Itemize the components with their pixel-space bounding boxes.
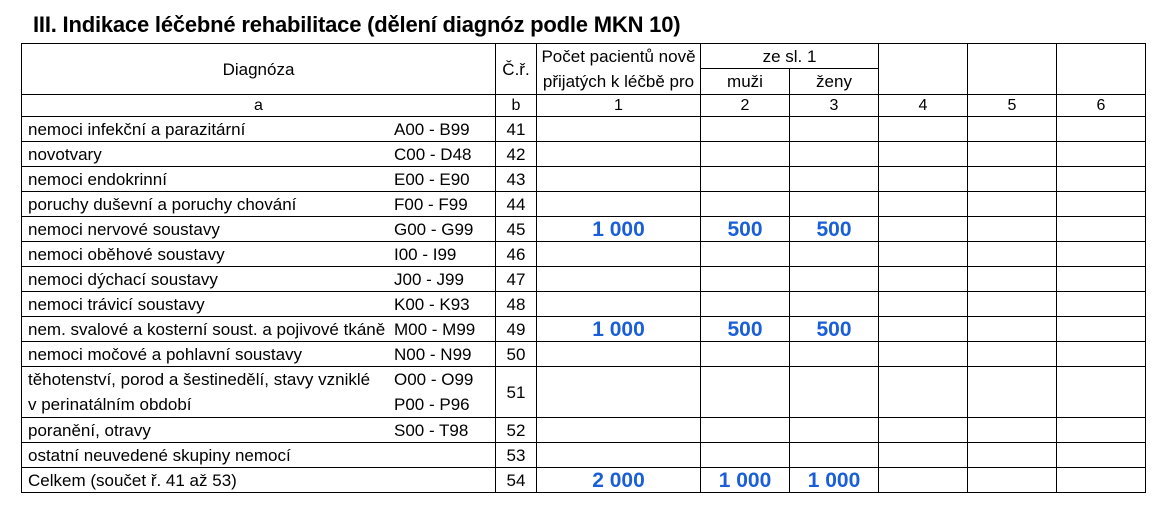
row-diagnosis-code: J00 - J99 xyxy=(394,269,464,289)
row-cell-4[interactable] xyxy=(879,418,968,443)
row-cell-5[interactable] xyxy=(968,342,1057,367)
header-pocet-line1: Počet pacientů nově xyxy=(541,47,696,66)
subheader-2: 2 xyxy=(701,95,790,117)
table-row xyxy=(22,267,1146,292)
row-number: 52 xyxy=(496,418,537,443)
row-diagnosis-name: Celkem (součet ř. 41 až 53) xyxy=(28,470,237,490)
row51-cell-5[interactable] xyxy=(968,367,1057,418)
row-cell-5[interactable] xyxy=(968,142,1057,167)
row-value-col1[interactable] xyxy=(537,167,701,192)
subheader-a: a xyxy=(22,95,496,117)
row-diagnosis-name: poruchy duševní a poruchy chování xyxy=(28,194,297,214)
row-cell-6[interactable] xyxy=(1057,142,1146,167)
row-value-zeny[interactable] xyxy=(790,292,879,317)
row-cell-5[interactable] xyxy=(968,217,1057,242)
subheader-1: 1 xyxy=(537,95,701,117)
row-diagnosis xyxy=(22,217,496,242)
row51-cell-1[interactable] xyxy=(537,367,701,418)
row51-code1: O00 - O99 xyxy=(394,370,474,389)
subheader-4: 4 xyxy=(879,95,968,117)
row-diagnosis xyxy=(22,242,496,267)
row-value-zeny[interactable] xyxy=(790,443,879,468)
row51-name1: těhotenství, porod a šestinedělí, stavy vzniklé xyxy=(28,370,371,389)
row-value-col1[interactable] xyxy=(537,192,701,217)
row51-nr: 51 xyxy=(496,367,537,418)
row-cell-5[interactable] xyxy=(968,468,1057,493)
row-value-muzi[interactable] xyxy=(701,142,790,167)
row-value-zeny[interactable] xyxy=(790,117,879,142)
row51-cell-3[interactable] xyxy=(790,367,879,418)
table-row xyxy=(22,468,1146,493)
subheader-5: 5 xyxy=(968,95,1057,117)
row-number: 49 xyxy=(496,317,537,342)
row-diagnosis xyxy=(22,317,496,342)
row-diagnosis-name: poranění, otravy xyxy=(28,420,151,440)
row-number: 41 xyxy=(496,117,537,142)
row-diagnosis xyxy=(22,267,496,292)
row-diagnosis-code: M00 - M99 xyxy=(394,319,476,339)
row-cell-4[interactable] xyxy=(879,443,968,468)
table-title: III. Indikace léčebné rehabilitace (dělení diagnóz podle MKN 10) xyxy=(33,12,681,37)
row-diagnosis xyxy=(22,292,496,317)
row-cell-5[interactable] xyxy=(968,267,1057,292)
row-diagnosis-name: nemoci močové a pohlavní soustavy xyxy=(28,344,303,364)
table-row xyxy=(22,342,1146,367)
row-cell-5[interactable] xyxy=(968,242,1057,267)
subheader-3: 3 xyxy=(790,95,879,117)
row-diagnosis xyxy=(22,142,496,167)
row-cell-4[interactable] xyxy=(879,468,968,493)
row-diagnosis-name: novotvary xyxy=(28,144,102,164)
row-number: 44 xyxy=(496,192,537,217)
row-cell-6[interactable] xyxy=(1057,292,1146,317)
row-number: 45 xyxy=(496,217,537,242)
table-row xyxy=(22,217,1146,242)
row-diagnosis-code: G00 - G99 xyxy=(394,219,474,239)
row-value-zeny[interactable] xyxy=(790,418,879,443)
row-number: 54 xyxy=(496,468,537,493)
row51-name2: v perinatálním období xyxy=(28,395,192,414)
row-value-muzi[interactable] xyxy=(701,192,790,217)
row-value-zeny[interactable] xyxy=(790,242,879,267)
table-row xyxy=(22,242,1146,267)
row-cell-6[interactable] xyxy=(1057,317,1146,342)
row-cell-4[interactable] xyxy=(879,167,968,192)
row-cell-6[interactable] xyxy=(1057,117,1146,142)
header-diagnoza: Diagnóza xyxy=(22,44,496,95)
row-value-col1[interactable]: 1 000 xyxy=(537,217,701,242)
row-value-zeny[interactable] xyxy=(790,342,879,367)
row-diagnosis-code: N00 - N99 xyxy=(394,344,472,364)
row-cell-6[interactable] xyxy=(1057,468,1146,493)
table-row xyxy=(22,117,1146,142)
row-diagnosis-code: K00 - K93 xyxy=(394,294,470,314)
row-value-muzi[interactable]: 500 xyxy=(701,217,790,242)
row-cell-6[interactable] xyxy=(1057,167,1146,192)
row-cell-5[interactable] xyxy=(968,418,1057,443)
header-muzi: muži xyxy=(701,69,790,95)
row-diagnosis xyxy=(22,418,496,443)
row-diagnosis-name: nemoci endokrinní xyxy=(28,169,167,189)
header-zeny: ženy xyxy=(790,69,879,95)
row-value-muzi[interactable] xyxy=(701,267,790,292)
row-value-col1[interactable] xyxy=(537,117,701,142)
table-row xyxy=(22,192,1146,217)
row-diagnosis-name: nemoci dýchací soustavy xyxy=(28,269,218,289)
row-cell-6[interactable] xyxy=(1057,267,1146,292)
row-cell-4[interactable] xyxy=(879,117,968,142)
row-cell-5[interactable] xyxy=(968,117,1057,142)
row-value-muzi[interactable]: 500 xyxy=(701,317,790,342)
row-diagnosis xyxy=(22,192,496,217)
row-number: 42 xyxy=(496,142,537,167)
row-cell-6[interactable] xyxy=(1057,342,1146,367)
row-value-col1[interactable] xyxy=(537,418,701,443)
row51-cell-2[interactable] xyxy=(701,367,790,418)
row-cell-4[interactable] xyxy=(879,342,968,367)
row-cell-6[interactable] xyxy=(1057,242,1146,267)
row-diagnosis xyxy=(22,167,496,192)
row-cell-6[interactable] xyxy=(1057,443,1146,468)
header-ze-sl: ze sl. 1 xyxy=(701,44,879,69)
row-value-zeny[interactable]: 500 xyxy=(790,217,879,242)
rehabilitation-table xyxy=(21,43,1146,493)
row-cell-5[interactable] xyxy=(968,317,1057,342)
row-cell-4[interactable] xyxy=(879,142,968,167)
row-value-col1[interactable] xyxy=(537,267,701,292)
row-value-col1[interactable] xyxy=(537,142,701,167)
row-cell-5[interactable] xyxy=(968,192,1057,217)
row-cell-6[interactable] xyxy=(1057,217,1146,242)
header-empty-4 xyxy=(879,44,968,95)
row-value-muzi[interactable] xyxy=(701,443,790,468)
row-diagnosis-name: nemoci infekční a parazitární xyxy=(28,119,246,139)
row-value-col1[interactable] xyxy=(537,242,701,267)
row-cell-6[interactable] xyxy=(1057,418,1146,443)
row-cell-4[interactable] xyxy=(879,267,968,292)
table-row xyxy=(22,167,1146,192)
row-diagnosis xyxy=(22,468,496,493)
row-cell-5[interactable] xyxy=(968,292,1057,317)
row-diagnosis-name: nemoci nervové soustavy xyxy=(28,219,220,239)
row-diagnosis-code: F00 - F99 xyxy=(394,194,468,214)
row-cell-5[interactable] xyxy=(968,443,1057,468)
row-value-muzi[interactable] xyxy=(701,167,790,192)
row-number: 50 xyxy=(496,342,537,367)
row-diagnosis xyxy=(22,117,496,142)
row-value-muzi[interactable] xyxy=(701,418,790,443)
row-value-muzi[interactable] xyxy=(701,242,790,267)
subheader-b: b xyxy=(496,95,537,117)
row-number: 53 xyxy=(496,443,537,468)
row-value-zeny[interactable] xyxy=(790,167,879,192)
row-diagnosis-code: E00 - E90 xyxy=(394,169,470,189)
row-value-muzi[interactable] xyxy=(701,117,790,142)
row-value-zeny[interactable] xyxy=(790,192,879,217)
row-value-col1[interactable]: 1 000 xyxy=(537,317,701,342)
row-cell-4[interactable] xyxy=(879,317,968,342)
table-row xyxy=(22,443,1146,468)
header-pocet-line2: přijatých k léčbě pro xyxy=(542,72,695,91)
row-value-zeny[interactable]: 500 xyxy=(790,317,879,342)
row-value-zeny[interactable]: 1 000 xyxy=(790,468,879,493)
subheader-6: 6 xyxy=(1057,95,1146,117)
row-value-zeny[interactable] xyxy=(790,267,879,292)
row-cell-4[interactable] xyxy=(879,292,968,317)
row-number: 46 xyxy=(496,242,537,267)
header-empty-5 xyxy=(968,44,1057,95)
row-cell-4[interactable] xyxy=(879,217,968,242)
row-diagnosis-name: nemoci oběhové soustavy xyxy=(28,244,225,264)
row-number: 43 xyxy=(496,167,537,192)
row-diagnosis-code: I00 - I99 xyxy=(394,244,457,264)
row-diagnosis-name: ostatní neuvedené skupiny nemocí xyxy=(28,445,291,465)
row51-cell-6[interactable] xyxy=(1057,367,1146,418)
table-row-51-diagnosis xyxy=(22,367,496,418)
row51-code2: P00 - P96 xyxy=(394,395,470,414)
table-row xyxy=(22,292,1146,317)
row-cell-5[interactable] xyxy=(968,167,1057,192)
row-value-col1[interactable] xyxy=(537,342,701,367)
row-diagnosis-code: A00 - B99 xyxy=(394,119,470,139)
row-diagnosis xyxy=(22,342,496,367)
row51-cell-4[interactable] xyxy=(879,367,968,418)
row-number: 48 xyxy=(496,292,537,317)
table-row xyxy=(22,142,1146,167)
row-diagnosis-code: C00 - D48 xyxy=(394,144,472,164)
row-value-col1[interactable] xyxy=(537,443,701,468)
row-cell-6[interactable] xyxy=(1057,192,1146,217)
header-empty-6 xyxy=(1057,44,1146,95)
header-pocet xyxy=(537,44,701,95)
row-diagnosis-name: nem. svalové a kosterní soust. a pojivové tkáně xyxy=(28,319,386,339)
table-row xyxy=(22,317,1146,342)
table-row xyxy=(22,418,1146,443)
row-number: 47 xyxy=(496,267,537,292)
row-diagnosis-code: S00 - T98 xyxy=(394,420,469,440)
row-value-col1[interactable]: 2 000 xyxy=(537,468,701,493)
row-diagnosis-name: nemoci trávicí soustavy xyxy=(28,294,205,314)
row-value-zeny[interactable] xyxy=(790,142,879,167)
row-value-muzi[interactable]: 1 000 xyxy=(701,468,790,493)
row-cell-4[interactable] xyxy=(879,192,968,217)
row-diagnosis xyxy=(22,443,496,468)
header-cr: Č.ř. xyxy=(496,44,537,95)
row-value-muzi[interactable] xyxy=(701,292,790,317)
row-value-col1[interactable] xyxy=(537,292,701,317)
row-cell-4[interactable] xyxy=(879,242,968,267)
row-value-muzi[interactable] xyxy=(701,342,790,367)
